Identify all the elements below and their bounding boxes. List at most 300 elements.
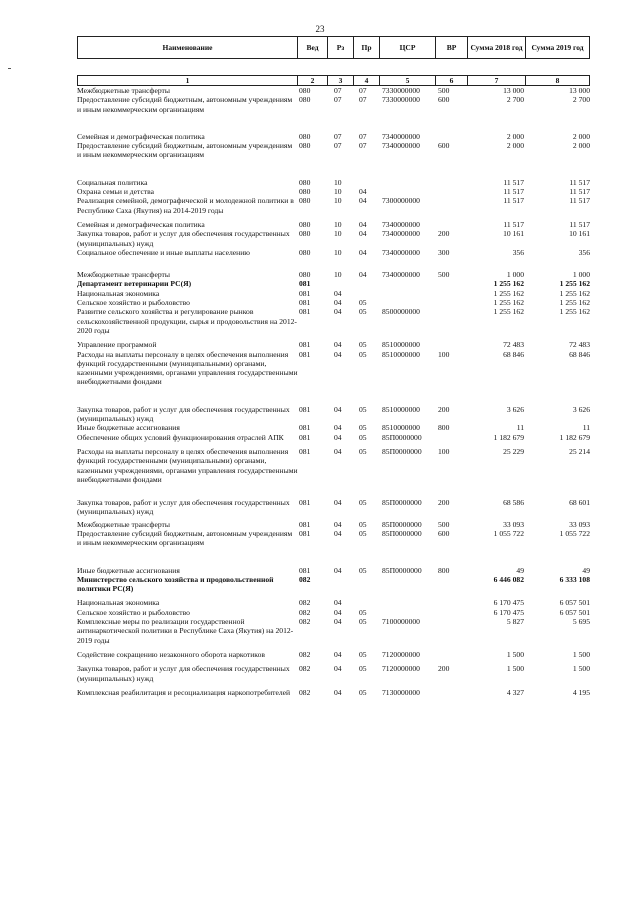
- row-vr: [436, 187, 468, 196]
- row-sum-2018: 6 170 475: [493, 598, 524, 608]
- row-rz: 07: [334, 141, 342, 151]
- row-name: Семейная и демографическая политика: [77, 219, 205, 229]
- row-csr: 7330000000: [382, 86, 420, 95]
- row-vr: [436, 650, 468, 659]
- row-vr: [436, 289, 468, 298]
- header-sum-2018: Сумма 2018 год: [468, 36, 526, 59]
- row-ved: 081: [299, 288, 311, 298]
- row-name: Закупка товаров, работ и услуг для обеспечения государственных (муниципальных) нужд: [77, 498, 290, 517]
- row-vr: 600: [438, 141, 450, 151]
- row-ved: 081: [299, 432, 311, 442]
- row-name: Закупка товаров, работ и услуг для обеспечения государственных (муниципальных) нужд: [77, 229, 290, 248]
- row-vr: [436, 307, 468, 335]
- row-sum-2018: 1 000: [506, 270, 524, 280]
- table-row: [77, 229, 593, 248]
- row-ved: 082: [299, 617, 311, 627]
- row-sum-2018: 11: [516, 423, 524, 433]
- row-csr: 7330000000: [382, 95, 420, 105]
- row-pr: 04: [359, 196, 367, 206]
- row-vr: 100: [438, 349, 450, 359]
- row-name: Иные бюджетные ассигнования: [77, 565, 180, 575]
- row-name: Департамент ветеринарии РС(Я): [77, 279, 192, 289]
- row-ved: 080: [299, 86, 311, 95]
- row-vr: [436, 178, 468, 187]
- row-ved: 081: [299, 423, 311, 433]
- row-sum-2018: 1 055 722: [493, 528, 524, 538]
- row-sum-2019: 6 333 108: [559, 574, 590, 584]
- row-csr: [380, 279, 436, 288]
- row-pr: [354, 279, 380, 288]
- row-vr: [436, 196, 468, 215]
- table-row: [77, 423, 593, 432]
- row-csr: 8510000000: [382, 423, 420, 433]
- row-rz: 04: [334, 404, 342, 414]
- column-number: 1: [77, 75, 298, 86]
- row-ved: 082: [299, 649, 311, 659]
- row-sum-2019: 1 500: [572, 649, 590, 659]
- row-ved: 081: [299, 528, 311, 538]
- header-name: Наименование: [77, 36, 298, 59]
- row-csr: 85П0000000: [382, 528, 422, 538]
- row-csr: [380, 575, 436, 594]
- header-pr: Пр: [354, 36, 380, 59]
- row-csr: 7340000000: [382, 270, 420, 280]
- row-sum-2019: 2 000: [572, 141, 590, 151]
- row-rz: 07: [334, 131, 342, 141]
- row-pr: 04: [359, 219, 367, 229]
- table-row: [77, 132, 593, 141]
- row-rz: 04: [334, 340, 342, 350]
- row-csr: [380, 178, 436, 187]
- row-csr: 8510000000: [382, 340, 420, 350]
- row-sum-2019: 11: [582, 423, 590, 433]
- row-sum-2019: 1 055 722: [559, 528, 590, 538]
- row-name: Содействие сокращению незаконного оборота наркотиков: [77, 649, 265, 659]
- header-sum-2019: Сумма 2019 год: [526, 36, 590, 59]
- row-rz: 10: [334, 187, 342, 197]
- row-sum-2019: 72 483: [569, 340, 590, 350]
- row-rz: 10: [334, 219, 342, 229]
- margin-mark: [8, 68, 11, 69]
- row-pr: 05: [359, 498, 367, 508]
- row-sum-2018: 6 170 475: [493, 607, 524, 617]
- row-sum-2018: 1 255 162: [493, 288, 524, 298]
- row-pr: 05: [359, 307, 367, 317]
- row-sum-2018: 1 255 162: [493, 279, 524, 289]
- row-sum-2019: 11 517: [569, 196, 590, 206]
- row-rz: 10: [334, 177, 342, 187]
- row-ved: 081: [299, 340, 311, 350]
- table-row: [77, 220, 593, 229]
- row-csr: [380, 187, 436, 196]
- row-pr: 05: [359, 687, 367, 697]
- row-csr: 8500000000: [382, 307, 420, 317]
- row-pr: 05: [359, 340, 367, 350]
- row-sum-2018: 11 517: [503, 196, 524, 206]
- table-row: [77, 141, 593, 160]
- table-row: [77, 248, 593, 257]
- row-rz: 04: [334, 423, 342, 433]
- row-vr: [436, 617, 468, 645]
- row-csr: 8510000000: [382, 404, 420, 414]
- row-pr: 04: [359, 187, 367, 197]
- row-ved: 082: [299, 574, 311, 584]
- row-sum-2018: 1 255 162: [493, 307, 524, 317]
- row-rz: [328, 575, 354, 594]
- row-ved: 081: [299, 446, 311, 456]
- row-vr: [436, 598, 468, 607]
- table-row: [77, 340, 593, 349]
- table-row: [77, 405, 593, 424]
- row-name: Иные бюджетные ассигнования: [77, 423, 180, 433]
- header-rz: Рз: [328, 36, 354, 59]
- row-vr: 200: [438, 498, 450, 508]
- row-sum-2018: 3 626: [506, 404, 524, 414]
- row-rz: [328, 279, 354, 288]
- column-number: 4: [354, 75, 380, 86]
- row-csr: 85П0000000: [382, 565, 422, 575]
- table-row: [77, 86, 593, 95]
- row-ved: 080: [299, 247, 311, 257]
- row-sum-2018: 33 093: [503, 519, 524, 529]
- row-pr: 05: [359, 649, 367, 659]
- row-vr: [436, 220, 468, 229]
- row-csr: 7130000000: [382, 687, 420, 697]
- row-rz: 04: [334, 349, 342, 359]
- row-vr: [436, 688, 468, 697]
- row-ved: 081: [299, 349, 311, 359]
- table-row: [77, 688, 593, 697]
- row-sum-2019: 33 093: [569, 519, 590, 529]
- row-sum-2019: 1 000: [572, 270, 590, 280]
- row-rz: 04: [334, 528, 342, 538]
- row-name: Предоставление субсидий бюджетным, автономным учреждениям и иным некоммерческим организациям: [77, 528, 293, 548]
- row-rz: 04: [334, 519, 342, 529]
- row-rz: 10: [334, 229, 342, 239]
- table-row: [77, 187, 593, 196]
- row-sum-2018: 68 846: [503, 349, 524, 359]
- row-name: Расходы на выплаты персоналу в целях обеспечения выполнения функций государственными (муниципальными) органами, казенными учреждениями, органами управления государственными внебюджетными фондами: [77, 349, 298, 387]
- row-csr: 8510000000: [382, 349, 420, 359]
- budget-table: [77, 36, 593, 697]
- row-name: Межбюджетные трансферты: [77, 86, 170, 95]
- row-ved: 080: [299, 187, 311, 197]
- row-sum-2019: 1 255 162: [559, 288, 590, 298]
- row-sum-2018: 1 182 679: [493, 432, 524, 442]
- row-pr: 07: [359, 95, 367, 105]
- table-row: [77, 178, 593, 187]
- row-ved: 082: [299, 598, 311, 608]
- row-pr: 04: [359, 247, 367, 257]
- table-row: [77, 664, 593, 683]
- row-pr: 04: [359, 229, 367, 239]
- row-sum-2018: 1 255 162: [493, 298, 524, 308]
- row-name: Социальное обеспечение и иные выплаты населению: [77, 247, 250, 257]
- row-sum-2019: 2 000: [572, 131, 590, 141]
- row-pr: 05: [359, 664, 367, 674]
- row-sum-2019: 6 057 501: [559, 607, 590, 617]
- row-sum-2019: 5 695: [572, 617, 590, 627]
- row-csr: 85П0000000: [382, 519, 422, 529]
- row-vr: [436, 298, 468, 307]
- row-csr: 7120000000: [382, 664, 420, 674]
- column-number: 8: [526, 75, 590, 86]
- column-number: 3: [328, 75, 354, 86]
- row-rz: 04: [334, 446, 342, 456]
- row-ved: 080: [299, 219, 311, 229]
- row-vr: [436, 340, 468, 349]
- row-sum-2018: 2 700: [506, 95, 524, 105]
- row-pr: [354, 598, 380, 607]
- row-ved: 081: [299, 279, 311, 289]
- row-vr: [436, 575, 468, 594]
- table-row: [77, 289, 593, 298]
- row-csr: 7340000000: [382, 141, 420, 151]
- row-csr: 7340000000: [382, 131, 420, 141]
- row-csr: [380, 608, 436, 617]
- row-name: Национальная экономика: [77, 288, 160, 298]
- table-row: [77, 498, 593, 517]
- table-row: [77, 529, 593, 548]
- page-number: 23: [315, 24, 325, 34]
- row-vr: [436, 279, 468, 288]
- row-ved: 081: [299, 307, 311, 317]
- row-rz: 10: [334, 247, 342, 257]
- row-sum-2019: 1 182 679: [559, 432, 590, 442]
- row-ved: 082: [299, 664, 311, 674]
- row-pr: 05: [359, 565, 367, 575]
- row-csr: 7340000000: [382, 247, 420, 257]
- row-pr: 05: [359, 432, 367, 442]
- row-sum-2018: 49: [516, 565, 524, 575]
- column-number: 7: [468, 75, 526, 86]
- row-name: Межбюджетные трансферты: [77, 519, 170, 529]
- row-ved: 080: [299, 229, 311, 239]
- header-ved: Вед: [298, 36, 328, 59]
- row-sum-2018: 6 446 082: [493, 574, 524, 584]
- row-name: Министерство сельского хозяйства и продовольственной политики РС(Я): [77, 574, 274, 594]
- row-csr: 85П0000000: [382, 498, 422, 508]
- row-csr: 85П0000000: [382, 432, 422, 442]
- row-ved: 080: [299, 177, 311, 187]
- row-sum-2019: 1 255 162: [559, 307, 590, 317]
- row-csr: [380, 289, 436, 298]
- row-name: Сельское хозяйство и рыболовство: [77, 298, 190, 308]
- header-vr: ВР: [436, 36, 468, 59]
- row-sum-2019: 11 517: [569, 219, 590, 229]
- row-name: Закупка товаров, работ и услуг для обеспечения государственных (муниципальных) нужд: [77, 404, 290, 424]
- row-sum-2019: 10 161: [569, 229, 590, 239]
- row-vr: 300: [438, 247, 450, 257]
- row-rz: 04: [334, 432, 342, 442]
- row-sum-2019: 49: [582, 565, 590, 575]
- row-name: Национальная экономика: [77, 598, 160, 608]
- table-row: [77, 298, 593, 307]
- row-sum-2018: 2 000: [506, 131, 524, 141]
- row-pr: 05: [359, 423, 367, 433]
- row-sum-2019: 1 255 162: [559, 298, 590, 308]
- row-csr: 7340000000: [382, 229, 420, 239]
- row-sum-2018: 11 517: [503, 177, 524, 187]
- row-name: Обеспечение общих условий функционирования отраслей АПК: [77, 432, 284, 442]
- row-sum-2019: 1 500: [572, 664, 590, 674]
- row-sum-2019: 1 255 162: [559, 279, 590, 289]
- row-name: Предоставление субсидий бюджетным, автономным учреждениям и иным некоммерческим организациям: [77, 95, 293, 114]
- row-ved: 080: [299, 141, 311, 151]
- row-pr: [354, 575, 380, 594]
- row-vr: [436, 132, 468, 141]
- table-row: [77, 520, 593, 529]
- row-pr: 04: [359, 270, 367, 280]
- row-name: Межбюджетные трансферты: [77, 270, 170, 280]
- table-row: [77, 617, 593, 645]
- row-ved: 081: [299, 404, 311, 414]
- row-sum-2018: 4 327: [506, 687, 524, 697]
- table-row: [77, 598, 593, 607]
- row-csr: 85П0000000: [382, 446, 422, 456]
- row-ved: 081: [299, 498, 311, 508]
- row-name: Реализация семейной, демографической и молодежной политики в Республике Саха (Якутия) на 2014-2019 годы: [77, 196, 294, 215]
- row-sum-2018: 68 586: [503, 498, 524, 508]
- row-pr: [354, 289, 380, 298]
- row-name: Сельское хозяйство и рыболовство: [77, 607, 190, 617]
- row-name: Развитие сельского хозяйства и регулирование рынков сельскохозяйственной продукции, сырья и продовольствия на 2012-2020 годы: [77, 307, 297, 335]
- row-csr: 7340000000: [382, 219, 420, 229]
- row-sum-2018: 72 483: [503, 340, 524, 350]
- table-row: [77, 270, 593, 279]
- row-rz: 10: [334, 270, 342, 280]
- row-pr: 05: [359, 298, 367, 308]
- row-sum-2018: 11 517: [503, 187, 524, 197]
- row-csr: 7100000000: [382, 617, 420, 627]
- row-rz: 07: [334, 95, 342, 105]
- row-sum-2019: 11 517: [569, 187, 590, 197]
- row-rz: 04: [334, 649, 342, 659]
- row-csr: 7300000000: [382, 196, 420, 206]
- row-name: Комплексные меры по реализации государственной антинаркотической политики в Республике Саха (Якутия) на 2012-2019 годы: [77, 617, 294, 645]
- row-rz: 04: [334, 288, 342, 298]
- table-row: [77, 279, 593, 288]
- row-sum-2018: 1 500: [506, 649, 524, 659]
- row-csr: 7120000000: [382, 649, 420, 659]
- row-name: Закупка товаров, работ и услуг для обеспечения государственных (муниципальных) нужд: [77, 664, 290, 683]
- row-csr: [380, 598, 436, 607]
- column-number-row: [77, 59, 593, 86]
- row-sum-2019: 4 195: [572, 687, 590, 697]
- row-sum-2018: 356: [512, 247, 524, 257]
- row-rz: 04: [334, 607, 342, 617]
- row-vr: 200: [438, 229, 450, 239]
- row-vr: 500: [438, 270, 450, 280]
- column-number: 5: [380, 75, 436, 86]
- row-vr: [436, 433, 468, 442]
- row-sum-2018: 5 827: [506, 617, 524, 627]
- row-rz: 04: [334, 598, 342, 608]
- row-rz: 07: [334, 86, 342, 95]
- row-ved: 080: [299, 270, 311, 280]
- row-ved: 081: [299, 298, 311, 308]
- row-vr: 500: [438, 519, 450, 529]
- table-body: [77, 86, 593, 697]
- row-sum-2019: 11 517: [569, 177, 590, 187]
- row-name: Предоставление субсидий бюджетным, автономным учреждениям и иным некоммерческим организациям: [77, 141, 293, 160]
- table-row: [77, 196, 593, 215]
- table-row: [77, 608, 593, 617]
- row-sum-2019: 25 214: [569, 446, 590, 456]
- row-rz: 04: [334, 307, 342, 317]
- row-sum-2019: 68 846: [569, 349, 590, 359]
- row-name: Социальная политика: [77, 177, 148, 187]
- row-ved: 080: [299, 95, 311, 105]
- row-sum-2018: 11 517: [503, 219, 524, 229]
- row-vr: 800: [438, 423, 450, 433]
- row-rz: 04: [334, 687, 342, 697]
- table-header: [77, 36, 593, 59]
- row-pr: 05: [359, 528, 367, 538]
- row-sum-2019: 2 700: [572, 95, 590, 105]
- row-sum-2018: 10 161: [503, 229, 524, 239]
- row-ved: 080: [299, 131, 311, 141]
- table-row: [77, 95, 593, 114]
- table-row: [77, 575, 593, 594]
- row-sum-2019: 356: [578, 247, 590, 257]
- row-pr: 05: [359, 349, 367, 359]
- row-sum-2019: 3 626: [572, 404, 590, 414]
- row-sum-2018: 2 000: [506, 141, 524, 151]
- row-vr: 200: [438, 404, 450, 414]
- row-rz: 04: [334, 565, 342, 575]
- row-rz: 04: [334, 298, 342, 308]
- row-pr: 05: [359, 519, 367, 529]
- row-ved: 082: [299, 687, 311, 697]
- row-ved: 082: [299, 607, 311, 617]
- row-name: Управление программой: [77, 340, 157, 350]
- header-csr: ЦСР: [380, 36, 436, 59]
- row-rz: 04: [334, 498, 342, 508]
- row-sum-2019: 13 000: [569, 86, 590, 95]
- row-name: Семейная и демографическая политика: [77, 131, 205, 141]
- column-number: 2: [298, 75, 328, 86]
- row-vr: 600: [438, 528, 450, 538]
- table-row: [77, 650, 593, 659]
- row-pr: 05: [359, 446, 367, 456]
- row-sum-2018: 13 000: [503, 86, 524, 95]
- row-vr: 100: [438, 446, 450, 456]
- row-vr: 800: [438, 565, 450, 575]
- row-rz: 04: [334, 664, 342, 674]
- row-sum-2019: 68 601: [569, 498, 590, 508]
- table-row: [77, 433, 593, 442]
- column-number: 6: [436, 75, 468, 86]
- row-pr: 05: [359, 404, 367, 414]
- row-rz: 10: [334, 196, 342, 206]
- row-pr: [354, 178, 380, 187]
- row-sum-2019: 6 057 501: [559, 598, 590, 608]
- row-vr: 500: [438, 86, 450, 95]
- row-ved: 080: [299, 196, 311, 206]
- row-pr: 05: [359, 607, 367, 617]
- row-pr: 05: [359, 617, 367, 627]
- row-csr: [380, 298, 436, 307]
- table-row: [77, 566, 593, 575]
- row-name: Охрана семьи и детства: [77, 187, 154, 197]
- row-pr: 07: [359, 86, 367, 95]
- row-rz: 04: [334, 617, 342, 627]
- row-pr: 07: [359, 141, 367, 151]
- row-vr: [436, 608, 468, 617]
- table-row: [77, 350, 593, 387]
- table-row: [77, 447, 593, 484]
